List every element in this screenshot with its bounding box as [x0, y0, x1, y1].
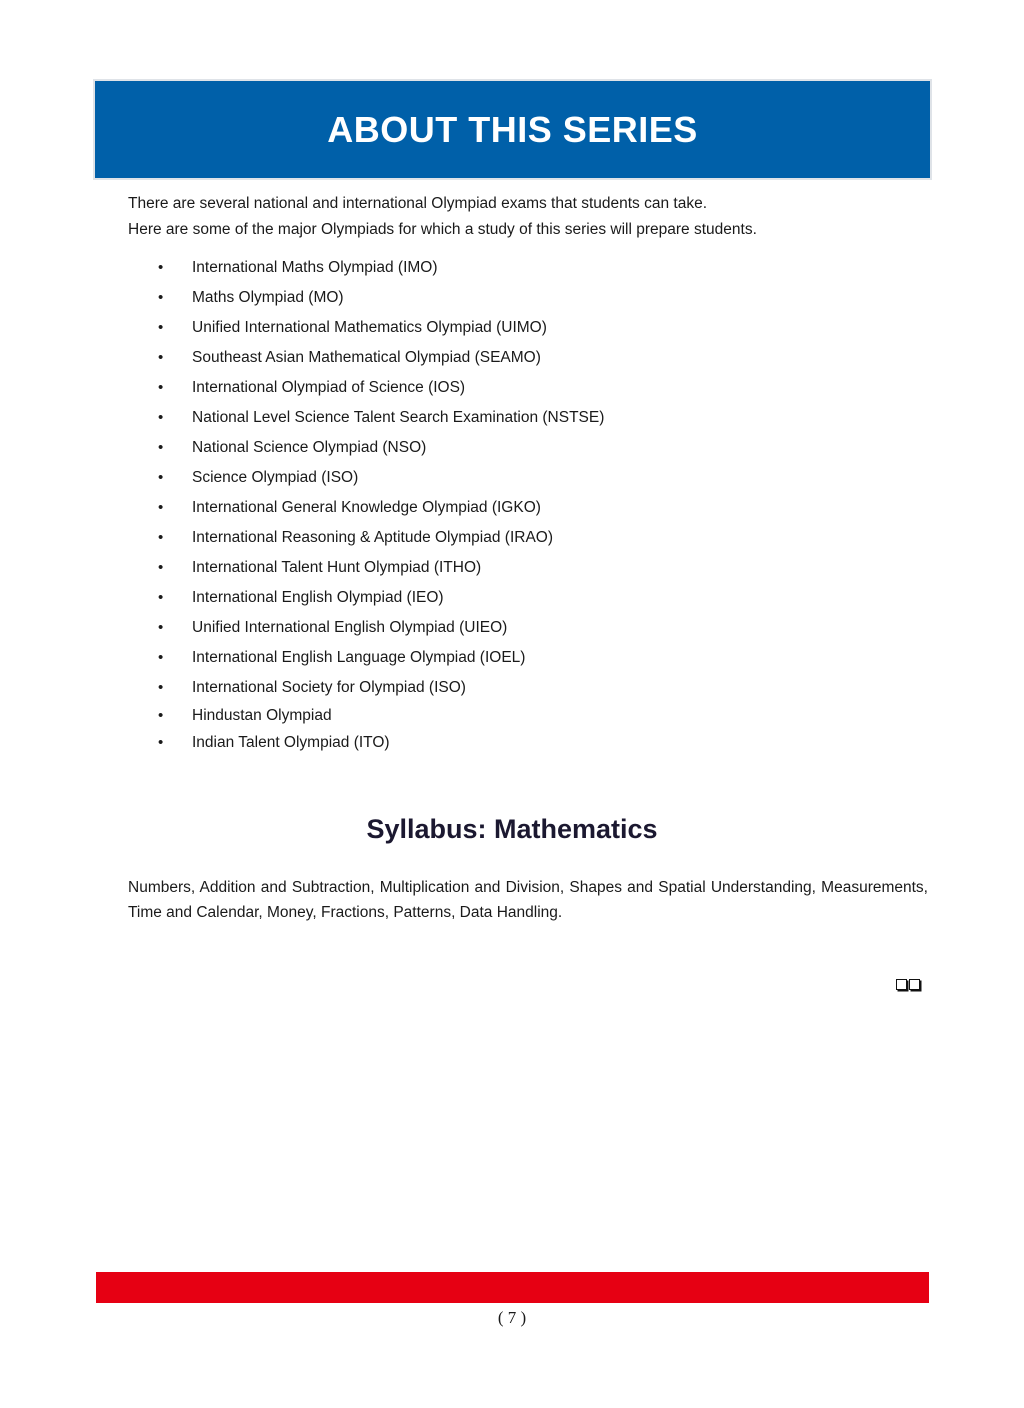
list-item: • International English Olympiad (IEO) — [158, 585, 604, 615]
bullet-icon: • — [158, 259, 164, 276]
bullet-icon: • — [158, 409, 164, 426]
list-item: • National Science Olympiad (NSO) — [158, 435, 604, 465]
bullet-icon: • — [158, 439, 164, 456]
list-item: • Science Olympiad (ISO) — [158, 465, 604, 495]
list-item: • International Talent Hunt Olympiad (ITHO) — [158, 555, 604, 585]
bullet-icon: • — [158, 559, 164, 576]
bullet-icon: • — [158, 349, 164, 366]
bullet-icon: • — [158, 734, 164, 751]
bullet-icon: • — [158, 529, 164, 546]
list-item: • International Olympiad of Science (IOS) — [158, 375, 604, 405]
bullet-icon: • — [158, 589, 164, 606]
bullet-icon: • — [158, 289, 164, 306]
page-title: ABOUT THIS SERIES — [327, 108, 698, 150]
page-number: ( 7 ) — [497, 1308, 527, 1327]
square-icon — [896, 979, 907, 990]
double-square-icon — [896, 979, 920, 990]
list-item: • International Maths Olympiad (IMO) — [158, 255, 604, 285]
bullet-icon: • — [158, 499, 164, 516]
list-item: • Maths Olympiad (MO) — [158, 285, 604, 315]
list-item: • International General Knowledge Olympiad (IGKO) — [158, 495, 604, 525]
bullet-icon: • — [158, 469, 164, 486]
bullet-icon: • — [158, 379, 164, 396]
intro-line-2: Here are some of the major Olympiads for which a study of this series will prepare students. — [128, 221, 757, 238]
bullet-icon: • — [158, 619, 164, 636]
bullet-icon: • — [158, 319, 164, 336]
list-item: • Indian Talent Olympiad (ITO) — [158, 730, 604, 758]
list-item: • International Reasoning & Aptitude Olympiad (IRAO) — [158, 525, 604, 555]
list-item: • International English Language Olympiad (IOEL) — [158, 645, 604, 675]
list-item: • Unified International Mathematics Olympiad (UIMO) — [158, 315, 604, 345]
square-icon — [909, 979, 920, 990]
syllabus-heading: Syllabus: Mathematics — [366, 814, 658, 844]
syllabus-topics: Numbers, Addition and Subtraction, Multiplication and Division, Shapes and Spatial Understanding, Measurements, Time and Calendar, Money, Fractions, Patterns, Data Handling. — [128, 879, 928, 921]
intro-paragraph — [128, 191, 928, 243]
footer-red-bar — [96, 1272, 929, 1303]
list-item: • Hindustan Olympiad — [158, 703, 604, 731]
olympiad-list — [158, 255, 604, 758]
section-header-banner — [93, 79, 932, 180]
list-item: • Southeast Asian Mathematical Olympiad (SEAMO) — [158, 345, 604, 375]
bullet-icon: • — [158, 679, 164, 696]
intro-line-1: There are several national and international Olympiad exams that students can take. — [128, 195, 707, 212]
bullet-icon: • — [158, 706, 164, 724]
list-item: • National Level Science Talent Search Examination (NSTSE) — [158, 405, 604, 435]
bullet-icon: • — [158, 649, 164, 666]
list-item: • Unified International English Olympiad (UIEO) — [158, 615, 604, 645]
list-item: • International Society for Olympiad (ISO) — [158, 675, 604, 703]
